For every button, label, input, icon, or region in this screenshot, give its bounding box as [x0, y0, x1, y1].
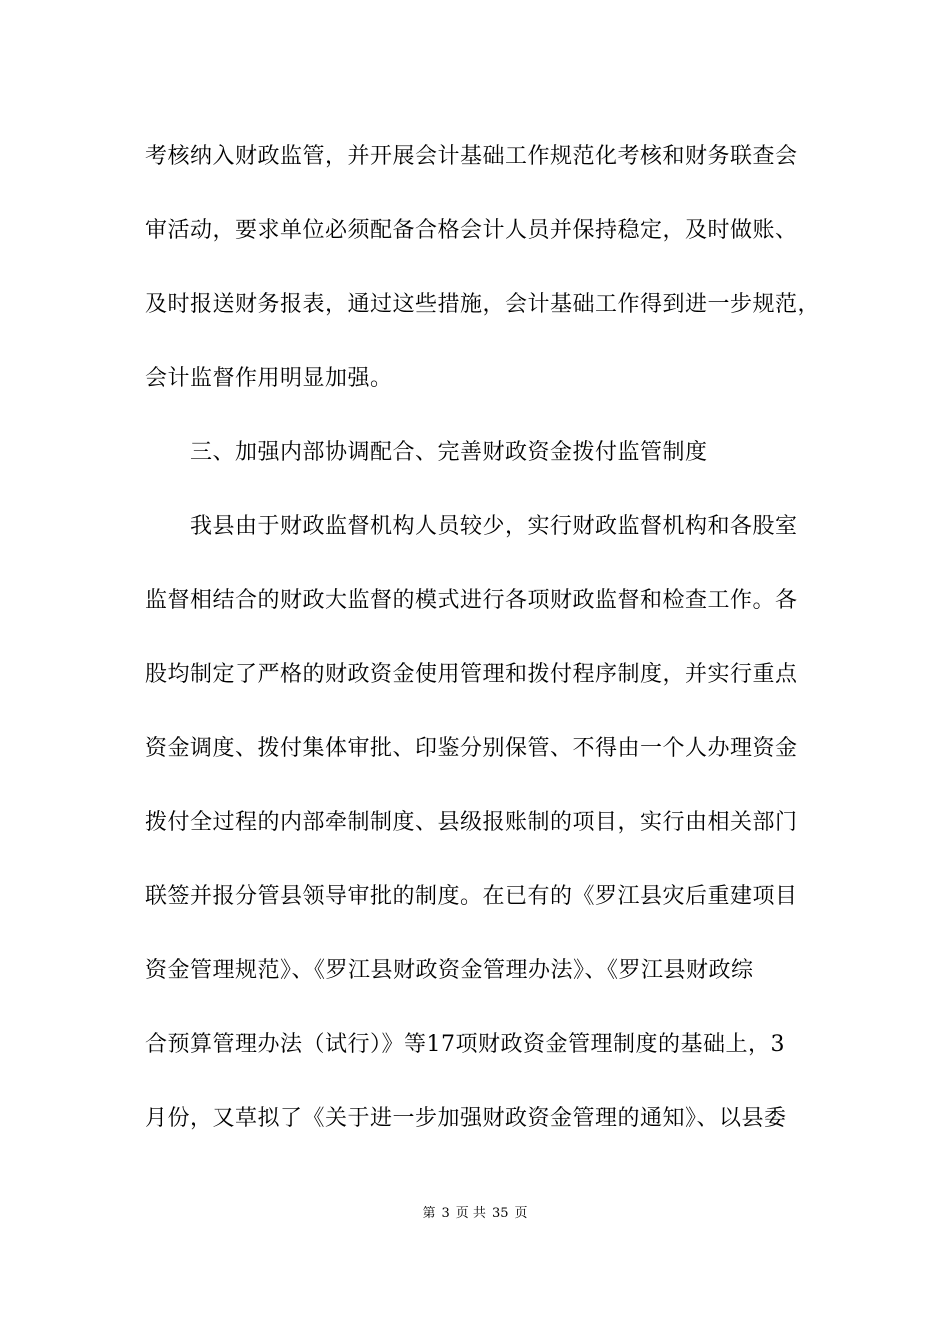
text-line: 资金调度、拨付集体审批、印鉴分别保管、不得由一个人办理资金 — [145, 736, 798, 761]
current-page-number: 3 — [441, 1206, 450, 1221]
text-line: 合预算管理办法（试行）》等17项财政资金管理制度的基础上，3 — [145, 1032, 785, 1057]
text-line: 考核纳入财政监管，并开展会计基础工作规范化考核和财务联查会 — [145, 144, 798, 169]
text-line: 我县由于财政监督机构人员较少，实行财政监督机构和各股室 — [190, 514, 798, 539]
text-line: 及时报送财务报表，通过这些措施，会计基础工作得到进一步规范， — [145, 292, 821, 317]
text-line: 会计监督作用明显加强。 — [145, 366, 393, 391]
footer-suffix: 页 — [514, 1206, 528, 1221]
text-line: 股均制定了严格的财政资金使用管理和拨付程序制度，并实行重点 — [145, 662, 798, 687]
text-line: 审活动，要求单位必须配备合格会计人员并保持稳定，及时做账、 — [145, 218, 798, 243]
text-line: 拨付全过程的内部牵制制度、县级报账制的项目，实行由相关部门 — [145, 810, 798, 835]
text-line: 资金管理规范》、《罗江县财政资金管理办法》、《罗江县财政综 — [145, 958, 754, 983]
page-footer — [0, 1205, 950, 1223]
total-pages-number: 35 — [491, 1206, 509, 1221]
text-line: 监督相结合的财政大监督的模式进行各项财政监督和检查工作。各 — [145, 588, 798, 613]
text-line: 月份，又草拟了《关于进一步加强财政资金管理的通知》、以县委 — [145, 1106, 787, 1131]
section-heading: 三、加强内部协调配合、完善财政资金拨付监管制度 — [190, 440, 708, 465]
text-line: 联签并报分管县领导审批的制度。在已有的《罗江县灾后重建项目 — [145, 884, 798, 909]
footer-prefix: 第 — [422, 1206, 436, 1221]
footer-middle: 页 共 — [455, 1206, 486, 1221]
